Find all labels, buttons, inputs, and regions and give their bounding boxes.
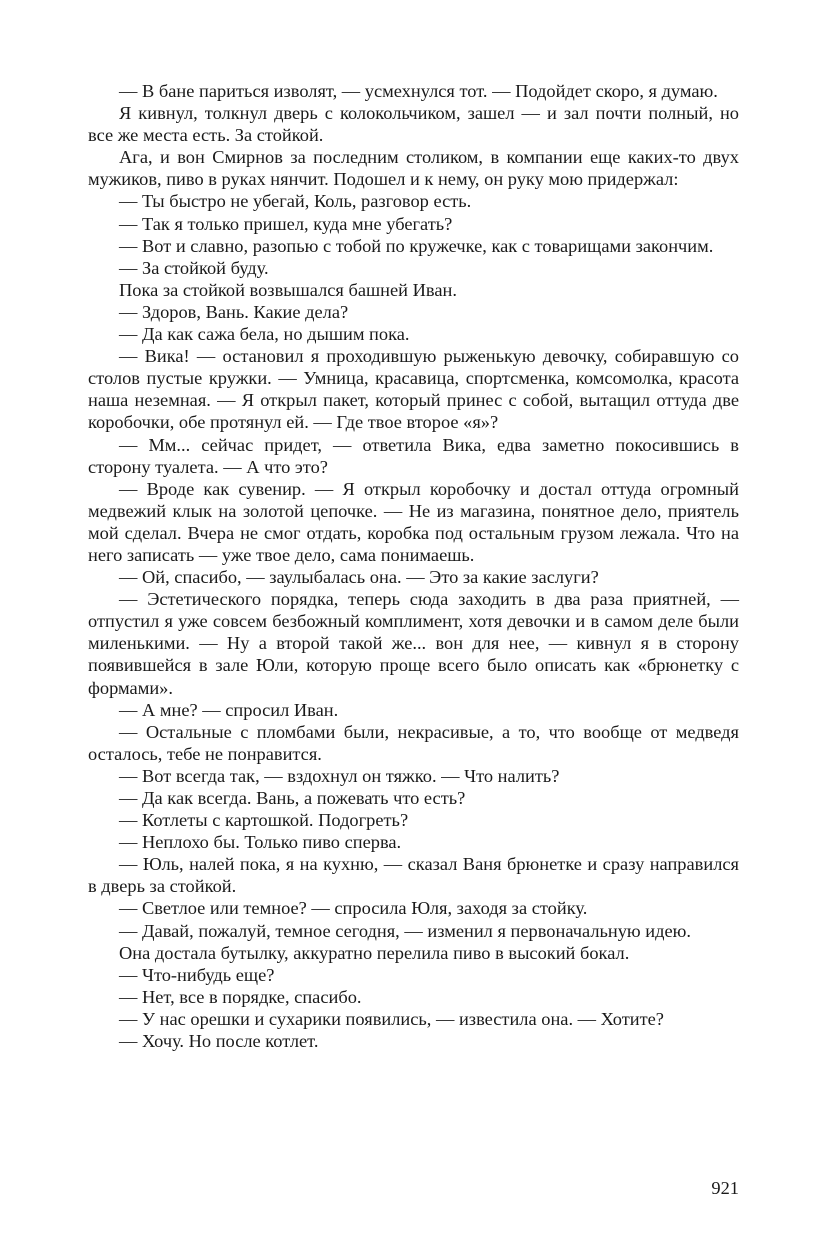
- paragraph: — Хочу. Но после котлет.: [119, 1031, 319, 1052]
- paragraph: — За стойкой буду.: [119, 257, 269, 278]
- paragraph: — Давай, пожалуй, темное сегодня, — изменил я первоначальную идею.: [119, 920, 691, 941]
- paragraph: — Остальные с пломбами были, некрасивые, а то, что вообще от медведя осталось, тебе не понравится.: [88, 721, 739, 764]
- paragraph: — Вот и славно, разопью с тобой по кружечке, как с товарищами закончим.: [119, 235, 714, 256]
- paragraph: — Ты быстро не убегай, Коль, разговор есть.: [119, 191, 472, 212]
- paragraph: — Да как сажа бела, но дышим пока.: [119, 324, 410, 345]
- paragraph: — Так я только пришел, куда мне убегать?: [119, 213, 453, 234]
- paragraph: — А мне? — спросил Иван.: [119, 699, 339, 720]
- paragraph: — Нет, все в порядке, спасибо.: [119, 986, 362, 1007]
- paragraph: — У нас орешки и сухарики появились, — известила она. — Хотите?: [119, 1008, 664, 1029]
- book-page-text: [88, 80, 739, 1052]
- paragraph: — Вроде как сувенир. — Я открыл коробочку и достал оттуда огромный медвежий клык на золотой цепочке. — Не из магазина, понятное дело, приятель мой сделал. Вчера не смог отдать, коробка под остальным грузом лежала. Что на него записать — уже твое дело, сама понимаешь.: [88, 478, 739, 565]
- paragraph: — В бане париться изволят, — усмехнулся тот. — Подойдет скоро, я думаю.: [119, 81, 718, 101]
- paragraph: — Ой, спасибо, — заулыбалась она. — Это за какие заслуги?: [119, 567, 599, 588]
- paragraph: — Неплохо бы. Только пиво сперва.: [119, 832, 402, 853]
- paragraph: Она достала бутылку, аккуратно перелила пиво в высокий бокал.: [119, 942, 630, 963]
- paragraph: — Что-нибудь еще?: [119, 964, 275, 985]
- paragraph: — Мм... сейчас придет, — ответила Вика, едва заметно покосившись в сторону туалета. — А что это?: [88, 434, 739, 477]
- paragraph: — Светлое или темное? — спросила Юля, заходя за стойку.: [119, 898, 588, 919]
- paragraph: — Да как всегда. Вань, а пожевать что есть?: [119, 788, 466, 808]
- paragraph: Я кивнул, толкнул дверь с колокольчиком, зашел — и зал почти полный, но все же места есть. За стойкой.: [88, 103, 739, 146]
- paragraph: Ага, и вон Смирнов за последним столиком, в компании еще каких-то двух мужиков, пиво в руках нянчит. Подошел и к нему, он руку мою придержал:: [88, 147, 739, 190]
- paragraph: — Юль, налей пока, я на кухню, — сказал Ваня брюнетке и сразу направился в дверь за стойкой.: [88, 854, 739, 897]
- paragraph: — Эстетического порядка, теперь сюда заходить в два раза приятней, — отпустил я уже совсем безбожный комплимент, хотя девочки и в самом деле были миленькими. — Ну а второй такой же... вон для нее, — кивнул я в сторону появившейся в зале Юли, которую проще всего было описать как «брюнетку с формами».: [88, 589, 739, 698]
- page-number: 921: [711, 1178, 739, 1198]
- paragraph: — Котлеты с картошкой. Подогреть?: [119, 810, 409, 831]
- paragraph: — Здоров, Вань. Какие дела?: [119, 301, 349, 322]
- paragraph: Пока за стойкой возвышался башней Иван.: [119, 279, 457, 300]
- paragraph: — Вика! — остановил я проходившую рыженькую девочку, собиравшую со столов пустые кружки. — Умница, красавица, спортсменка, комсомолка, красота наша неземная. — Я открыл пакет, который принес с собой, вытащил оттуда две коробочки, обе протянул ей. — Где твое второе «я»?: [88, 346, 739, 433]
- paragraph: — Вот всегда так, — вздохнул он тяжко. — Что налить?: [119, 765, 560, 786]
